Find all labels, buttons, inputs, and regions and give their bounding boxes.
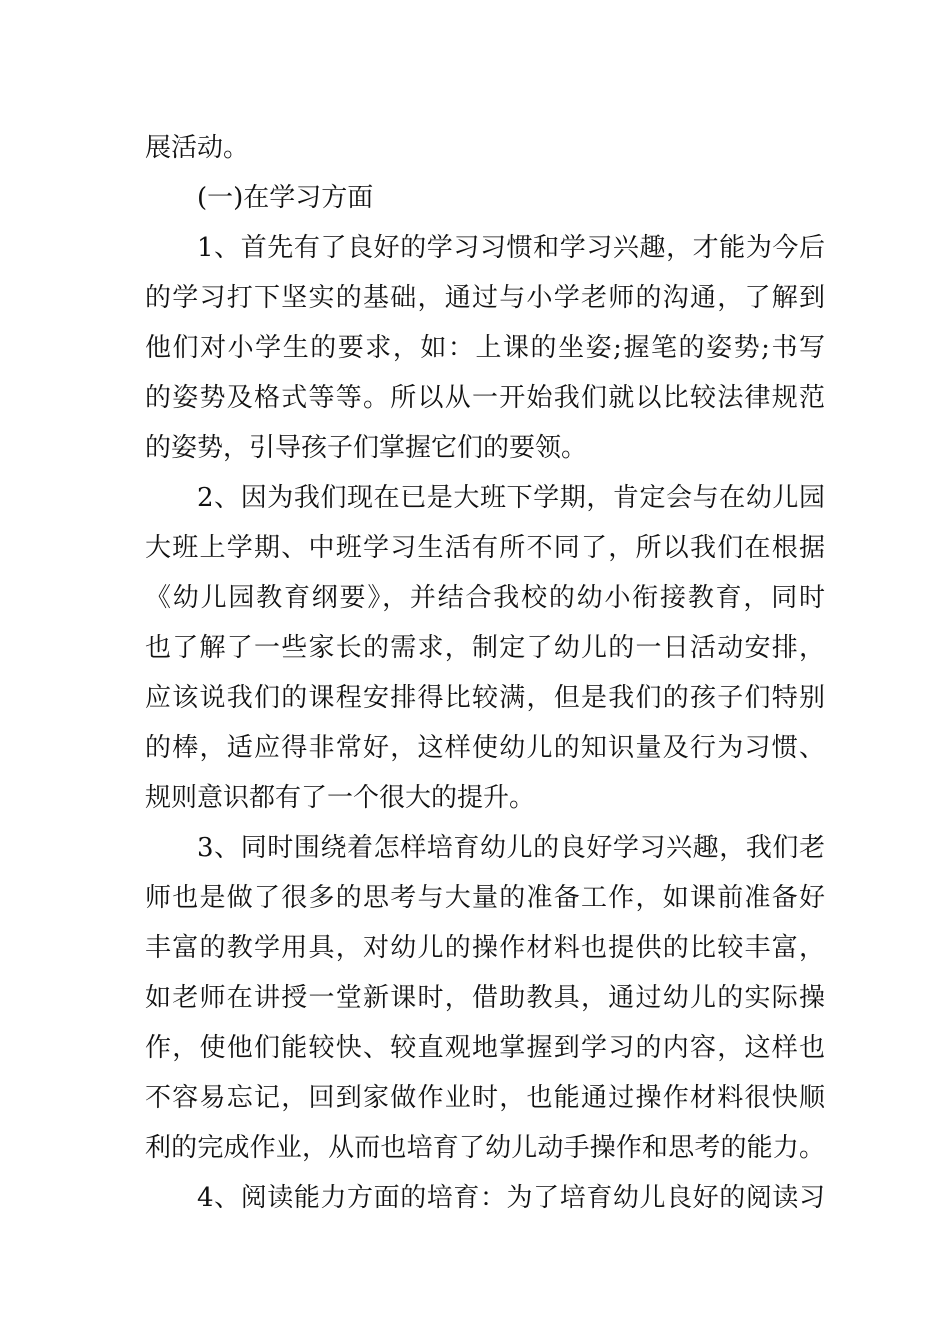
paragraph-3-line: 如老师在讲授一堂新课时，借助教具，通过幼儿的实际操	[145, 983, 825, 1013]
paragraph-2-line: 的棒，适应得非常好，这样使幼儿的知识量及行为习惯、	[145, 733, 825, 763]
paragraph-3-line: 不容易忘记，回到家做作业时，也能通过操作材料很快顺	[145, 1083, 825, 1113]
paragraph-3-line: 丰富的教学用具，对幼儿的操作材料也提供的比较丰富，	[145, 933, 825, 963]
paragraph-1-line: 的学习打下坚实的基础，通过与小学老师的沟通，了解到	[145, 283, 825, 313]
paragraph-1-line: 1、首先有了良好的学习习惯和学习兴趣，才能为今后	[197, 233, 825, 263]
paragraph-4-line: 4、阅读能力方面的培育：为了培育幼儿良好的阅读习	[197, 1183, 825, 1213]
paragraph-2-line: 大班上学期、中班学习生活有所不同了，所以我们在根据	[145, 533, 825, 563]
paragraph-3-line: 师也是做了很多的思考与大量的准备工作，如课前准备好	[145, 883, 825, 913]
paragraph-1-line: 的姿势及格式等等。所以从一开始我们就以比较法律规范	[145, 383, 825, 413]
text-line: 展活动。	[145, 133, 250, 163]
paragraph-2-line: 《幼儿园教育纲要》，并结合我校的幼小衔接教育，同时	[145, 583, 825, 613]
paragraph-1-line: 的姿势，引导孩子们掌握它们的要领。	[145, 433, 588, 463]
paragraph-2-line: 也了解了一些家长的需求，制定了幼儿的一日活动安排，	[145, 633, 825, 663]
paragraph-3-line: 3、同时围绕着怎样培育幼儿的良好学习兴趣，我们老	[197, 833, 825, 863]
paragraph-2-line: 应该说我们的课程安排得比较满，但是我们的孩子们特别	[145, 683, 825, 713]
section-heading: (一)在学习方面	[197, 183, 374, 213]
paragraph-2-line: 2、因为我们现在已是大班下学期，肯定会与在幼儿园	[197, 483, 825, 513]
paragraph-2-line: 规则意识都有了一个很大的提升。	[145, 783, 536, 813]
paragraph-3-line: 作，使他们能较快、较直观地掌握到学习的内容，这样也	[145, 1033, 825, 1063]
paragraph-3-line: 利的完成作业，从而也培育了幼儿动手操作和思考的能力。	[145, 1133, 825, 1163]
paragraph-1-line: 他们对小学生的要求，如：上课的坐姿;握笔的姿势;书写	[145, 333, 825, 363]
